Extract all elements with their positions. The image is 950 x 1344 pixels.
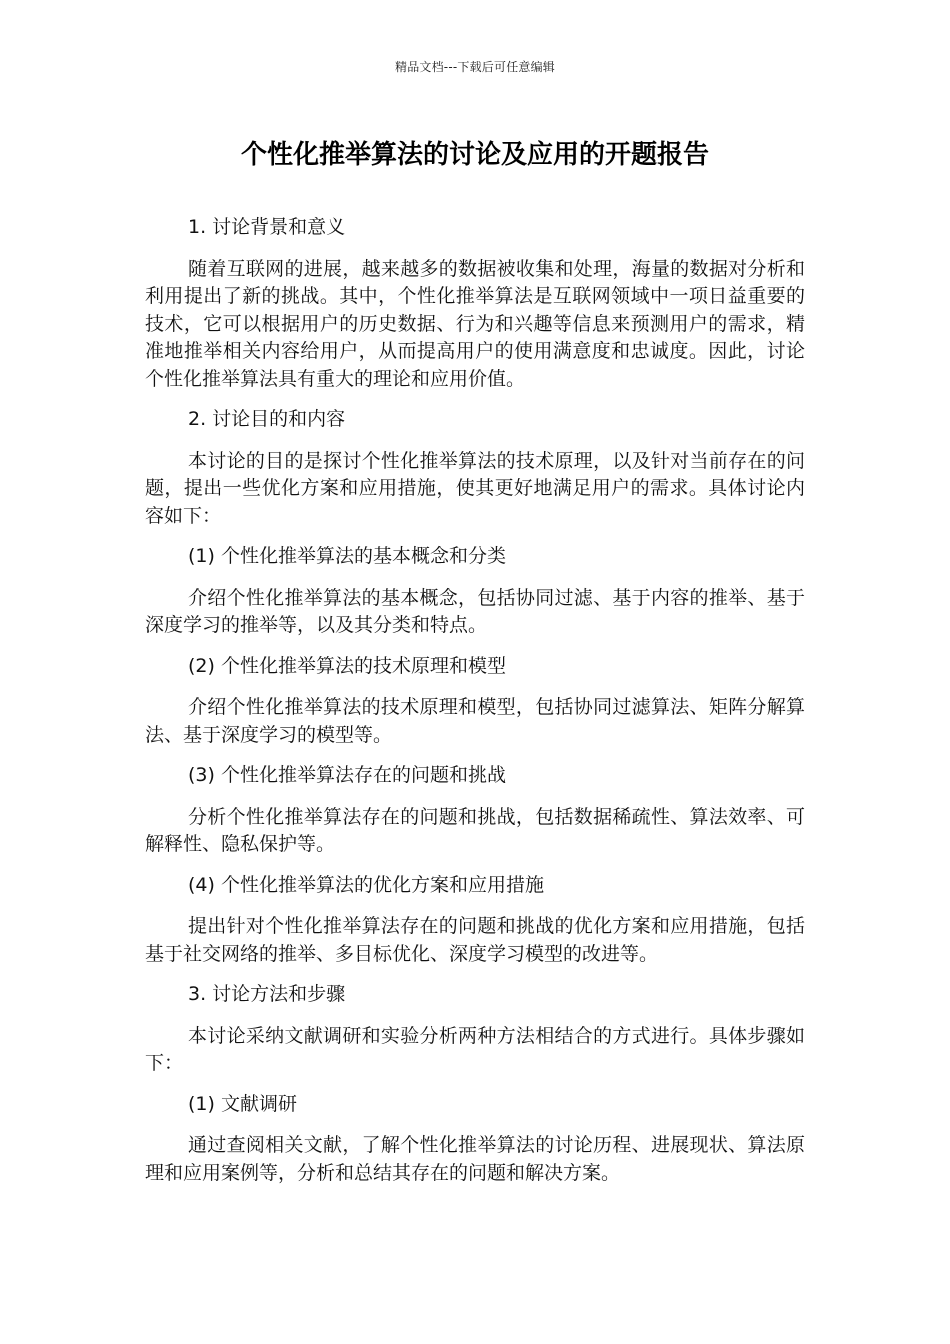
paragraph-background: 随着互联网的进展，越来越多的数据被收集和处理，海量的数据对分析和利用提出了新的挑战。其中，个性化推举算法是互联网领域中一项日益重要的技术，它可以根据用户的历史数据、行为和兴趣等信息来预测用户的需求，精准地推举相关内容给用户，从而提高用户的使用满意度和忠诚度。因此，讨论个性化推举算法具有重大的理论和应用价值。 (145, 257, 805, 390)
paragraph-methods: 本讨论采纳文献调研和实验分析两种方法相结合的方式进行。具体步骤如下： (145, 1024, 805, 1074)
document-title: 个性化推举算法的讨论及应用的开题报告 (240, 140, 709, 170)
paragraph-literature: 通过查阅相关文献，了解个性化推举算法的讨论历程、进展现状、算法原理和应用案例等，分析和总结其存在的问题和解决方案。 (145, 1134, 805, 1184)
paragraph-optimization: 提出针对个性化推举算法存在的问题和挑战的优化方案和应用措施，包括基于社交网络的推举、多目标优化、深度学习模型的改进等。 (145, 915, 805, 965)
paragraph-problems: 分析个性化推举算法存在的问题和挑战，包括数据稀疏性、算法效率、可解释性、隐私保护等。 (145, 805, 805, 855)
section-heading-purpose: 2. 讨论目的和内容 (188, 408, 346, 430)
subheading-concepts: (1) 个性化推举算法的基本概念和分类 (188, 545, 506, 567)
section-heading-background: 1. 讨论背景和意义 (188, 216, 346, 238)
paragraph-principles: 介绍个性化推举算法的技术原理和模型，包括协同过滤算法、矩阵分解算法、基于深度学习的模型等。 (145, 696, 805, 746)
subheading-optimization: (4) 个性化推举算法的优化方案和应用措施 (188, 873, 544, 896)
paragraph-purpose: 本讨论的目的是探讨个性化推举算法的技术原理，以及针对当前存在的问题，提出一些优化方案和应用措施，使其更好地满足用户的需求。具体讨论内容如下： (145, 449, 805, 527)
subheading-problems: (3) 个性化推举算法存在的问题和挑战 (188, 764, 506, 786)
subheading-principles: (2) 个性化推举算法的技术原理和模型 (188, 654, 506, 677)
subheading-literature: (1) 文献调研 (188, 1092, 297, 1115)
page-header-note: 精品文档---下载后可任意编辑 (395, 60, 555, 74)
paragraph-concepts: 介绍个性化推举算法的基本概念，包括协同过滤、基于内容的推举、基于深度学习的推举等，以及其分类和特点。 (145, 586, 805, 636)
section-heading-methods: 3. 讨论方法和步骤 (188, 983, 346, 1005)
document-body (145, 214, 805, 1200)
